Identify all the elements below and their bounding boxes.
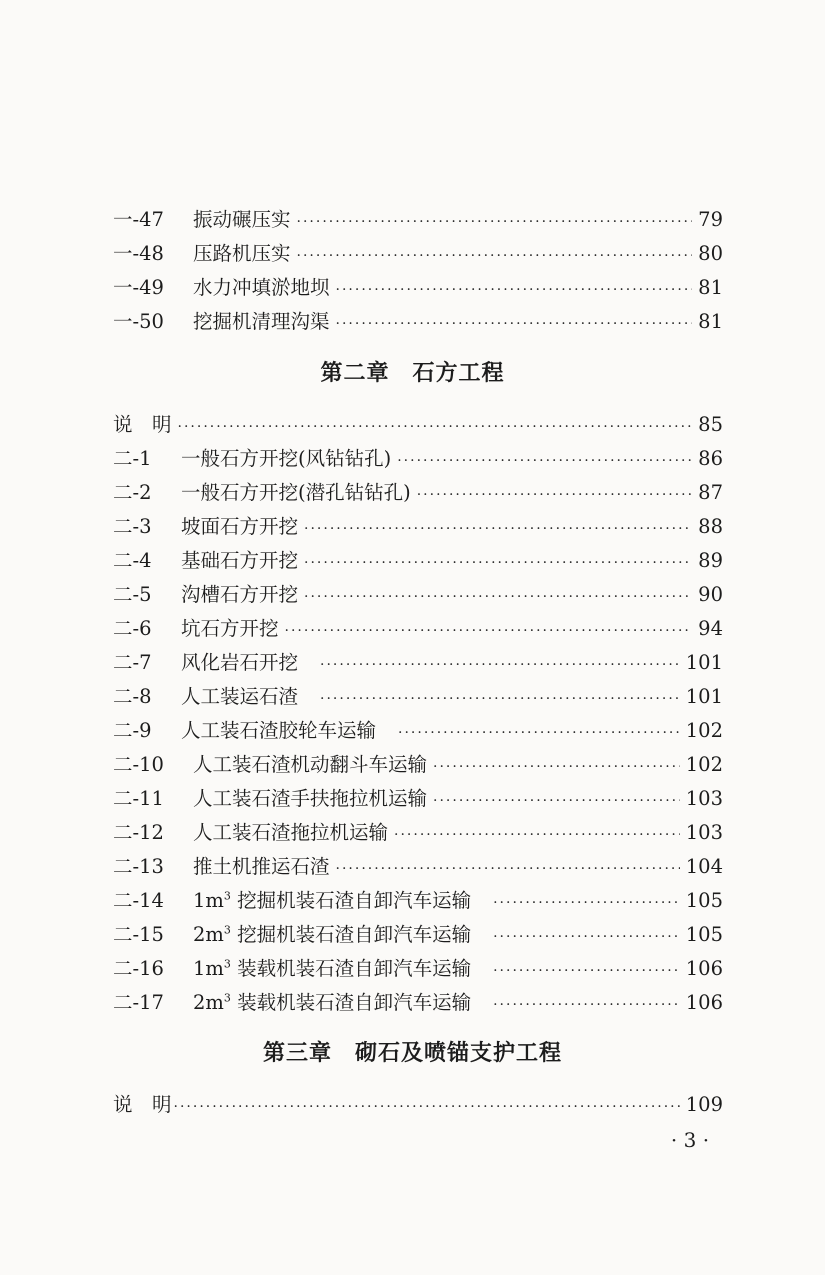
title-quantity: 2m bbox=[193, 923, 224, 946]
entry-page: 102 bbox=[685, 719, 723, 742]
entry-code: 一-49 bbox=[113, 276, 164, 299]
dot-leader bbox=[433, 786, 680, 816]
entry-code: 二-13 bbox=[113, 855, 164, 878]
entry-page: 87 bbox=[698, 481, 723, 504]
entry-page: 105 bbox=[685, 923, 723, 946]
entry-title: 坑石方开挖 bbox=[181, 617, 279, 640]
title-quantity: 1m bbox=[193, 957, 224, 980]
entry-code: 二-14 bbox=[113, 889, 164, 912]
entry-title: 人工装运石渣 bbox=[181, 685, 299, 708]
entry-page: 101 bbox=[685, 651, 723, 674]
entry-title bbox=[193, 886, 471, 916]
title-quantity: 2m bbox=[193, 991, 224, 1014]
toc-entry bbox=[113, 1090, 723, 1120]
entry-code: 二-17 bbox=[113, 991, 164, 1014]
toc-entry bbox=[113, 444, 723, 474]
toc-entry bbox=[113, 784, 723, 814]
title-superscript: 3 bbox=[223, 923, 231, 937]
entry-page: 90 bbox=[698, 583, 723, 606]
toc-entry bbox=[113, 410, 723, 440]
toc-entry bbox=[113, 920, 723, 950]
entry-title: 一般石方开挖(潜孔钻钻孔) bbox=[181, 481, 411, 504]
entry-title: 人工装石渣机动翻斗车运输 bbox=[193, 753, 428, 776]
entry-title: 水力冲填淤地坝 bbox=[193, 276, 330, 299]
entry-title: 挖掘机清理沟渠 bbox=[193, 310, 330, 333]
entry-page: 103 bbox=[685, 821, 723, 844]
entry-title: 人工装石渣胶轮车运输 bbox=[181, 719, 377, 742]
toc-entry bbox=[113, 614, 723, 644]
dot-leader bbox=[397, 446, 692, 476]
entry-code: 二-4 bbox=[113, 549, 152, 572]
entry-title: 人工装石渣拖拉机运输 bbox=[193, 821, 389, 844]
entry-page: 81 bbox=[698, 310, 723, 333]
dot-leader bbox=[336, 275, 693, 305]
dot-leader bbox=[297, 207, 693, 237]
title-quantity: 1m bbox=[193, 889, 224, 912]
entry-title: 坡面石方开挖 bbox=[181, 515, 299, 538]
entry-title: 一般石方开挖(风钻钻孔) bbox=[181, 447, 392, 470]
entry-code: 二-11 bbox=[113, 787, 164, 810]
toc-entry bbox=[113, 954, 723, 984]
title-superscript: 3 bbox=[223, 889, 231, 903]
entry-code: 二-9 bbox=[113, 719, 152, 742]
toc-entry bbox=[113, 239, 723, 269]
dot-leader bbox=[320, 684, 680, 714]
dot-leader bbox=[417, 480, 692, 510]
entry-page: 85 bbox=[698, 413, 723, 436]
entry-title: 推土机推运石渣 bbox=[193, 855, 330, 878]
entry-code: 二-1 bbox=[113, 447, 152, 470]
entry-page: 79 bbox=[698, 208, 723, 231]
entry-code: 二-7 bbox=[113, 651, 152, 674]
entry-page: 104 bbox=[685, 855, 723, 878]
toc-entry bbox=[113, 512, 723, 542]
entry-page: 106 bbox=[685, 957, 723, 980]
entry-code: 二-3 bbox=[113, 515, 152, 538]
toc-entry bbox=[113, 546, 723, 576]
dot-leader bbox=[493, 922, 680, 952]
entry-code: 一-50 bbox=[113, 310, 164, 333]
entry-page: 89 bbox=[698, 549, 723, 572]
entry-page: 81 bbox=[698, 276, 723, 299]
toc-entry bbox=[113, 988, 723, 1018]
dot-leader bbox=[304, 582, 692, 612]
toc-entry bbox=[113, 580, 723, 610]
entry-page: 103 bbox=[685, 787, 723, 810]
dot-leader bbox=[493, 990, 680, 1020]
entry-page: 109 bbox=[685, 1093, 723, 1116]
entry-code: 二-10 bbox=[113, 753, 164, 776]
dot-leader bbox=[297, 241, 693, 271]
title-superscript: 3 bbox=[223, 991, 231, 1005]
title-superscript: 3 bbox=[223, 957, 231, 971]
title-text: 挖掘机装石渣自卸汽车运输 bbox=[230, 923, 472, 946]
toc-entry bbox=[113, 273, 723, 303]
entry-code: 二-8 bbox=[113, 685, 152, 708]
entry-page: 106 bbox=[685, 991, 723, 1014]
dot-leader bbox=[285, 616, 693, 646]
entry-code: 一-47 bbox=[113, 208, 164, 231]
dot-leader bbox=[493, 956, 680, 986]
entry-page: 105 bbox=[685, 889, 723, 912]
entry-title: 基础石方开挖 bbox=[181, 549, 299, 572]
entry-page: 102 bbox=[685, 753, 723, 776]
toc-entry bbox=[113, 750, 723, 780]
entry-title bbox=[193, 920, 471, 950]
dot-leader bbox=[304, 514, 692, 544]
dot-leader bbox=[320, 650, 680, 680]
entry-code: 说 明 bbox=[113, 413, 172, 436]
entry-title: 振动碾压实 bbox=[193, 208, 291, 231]
toc-entry bbox=[113, 205, 723, 235]
dot-leader bbox=[336, 854, 680, 884]
toc-entry bbox=[113, 852, 723, 882]
entry-code: 一-48 bbox=[113, 242, 164, 265]
toc-entry bbox=[113, 716, 723, 746]
entry-title bbox=[193, 954, 471, 984]
dot-leader bbox=[178, 412, 693, 442]
entry-title: 风化岩石开挖 bbox=[181, 651, 299, 674]
toc-entry bbox=[113, 648, 723, 678]
entry-title bbox=[193, 988, 471, 1018]
chapter-heading: 第三章 砌石及喷锚支护工程 bbox=[262, 1041, 562, 1066]
dot-leader bbox=[174, 1092, 680, 1122]
entry-title: 压路机压实 bbox=[193, 242, 291, 265]
entry-code: 二-5 bbox=[113, 583, 152, 606]
entry-code: 二-12 bbox=[113, 821, 164, 844]
entry-code: 说 明 bbox=[113, 1093, 172, 1116]
page-number: · 3 · bbox=[670, 1128, 710, 1152]
dot-leader bbox=[433, 752, 680, 782]
entry-title: 沟槽石方开挖 bbox=[181, 583, 299, 606]
entry-page: 80 bbox=[698, 242, 723, 265]
entry-page: 86 bbox=[698, 447, 723, 470]
entry-page: 88 bbox=[698, 515, 723, 538]
entry-code: 二-16 bbox=[113, 957, 164, 980]
dot-leader bbox=[336, 309, 693, 339]
chapter-heading: 第二章 石方工程 bbox=[320, 361, 505, 386]
entry-code: 二-2 bbox=[113, 481, 152, 504]
entry-title: 人工装石渣手扶拖拉机运输 bbox=[193, 787, 428, 810]
entry-page: 94 bbox=[698, 617, 723, 640]
toc-entry bbox=[113, 818, 723, 848]
toc-entry bbox=[113, 307, 723, 337]
entry-code: 二-6 bbox=[113, 617, 152, 640]
toc-entry bbox=[113, 682, 723, 712]
toc-entry bbox=[113, 886, 723, 916]
entry-code: 二-15 bbox=[113, 923, 164, 946]
toc-entry bbox=[113, 478, 723, 508]
entry-page: 101 bbox=[685, 685, 723, 708]
dot-leader bbox=[398, 718, 680, 748]
dot-leader bbox=[304, 548, 692, 578]
title-text: 装载机装石渣自卸汽车运输 bbox=[230, 957, 472, 980]
dot-leader bbox=[394, 820, 680, 850]
title-text: 挖掘机装石渣自卸汽车运输 bbox=[230, 889, 472, 912]
dot-leader bbox=[493, 888, 680, 918]
title-text: 装载机装石渣自卸汽车运输 bbox=[230, 991, 472, 1014]
